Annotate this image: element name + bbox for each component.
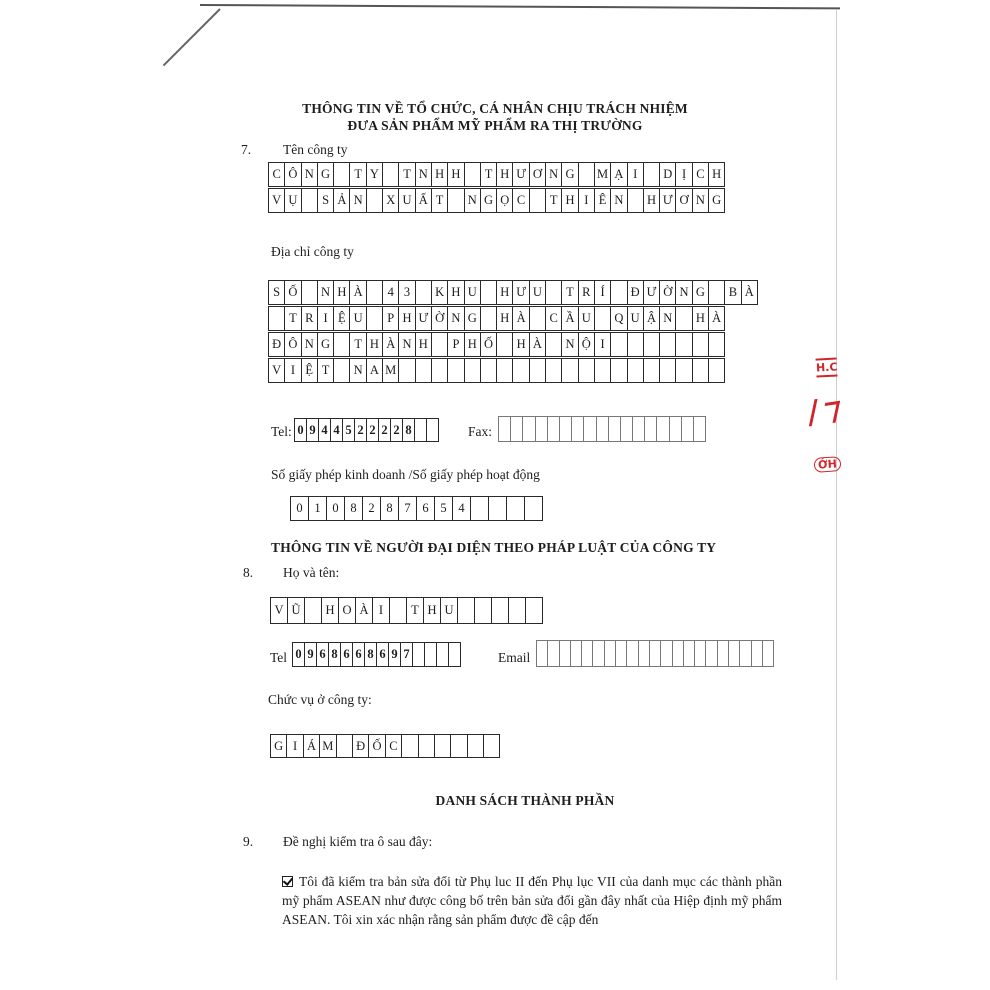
form-box-cell: 4 <box>452 496 471 521</box>
form-box-cell: Ơ <box>529 162 546 187</box>
form-box-cell <box>627 358 644 383</box>
form-box-cell <box>693 416 706 442</box>
form-box-cell: D <box>659 162 676 187</box>
form-box-cell <box>692 358 709 383</box>
form-box-cell: Q <box>610 306 627 331</box>
form-box-cell: Ờ <box>659 280 676 305</box>
form-box-cell <box>525 597 543 624</box>
form-box-cell <box>508 597 526 624</box>
form-box-cell: V <box>270 597 288 624</box>
form-box-cell <box>708 358 725 383</box>
form-box-cell <box>333 162 350 187</box>
form-box-cell <box>401 734 418 758</box>
form-box-cell: I <box>372 597 390 624</box>
paper-edge-top <box>200 4 840 9</box>
form-box-cell: R <box>301 306 318 331</box>
form-box-cell: À <box>708 306 725 331</box>
form-box-cell <box>474 597 492 624</box>
form-box-cell <box>431 358 448 383</box>
form-box-cell <box>336 734 353 758</box>
form-box-cell <box>470 496 489 521</box>
form-box-cell <box>431 332 448 357</box>
form-box-cell <box>480 306 497 331</box>
form-box-cell <box>610 332 627 357</box>
form-box-cell: M <box>594 162 611 187</box>
company-name-label: Tên công ty <box>283 142 348 157</box>
form-box-cell: Ậ <box>643 306 660 331</box>
form-box-cell: 0 <box>294 418 307 442</box>
form-box-cell: Ụ <box>284 188 301 213</box>
form-box-cell <box>366 306 383 331</box>
form-box-cell: U <box>578 306 595 331</box>
section-rep-title: THÔNG TIN VỀ NGƯỜI ĐẠI DIỆN THEO PHÁP LUẬT CỦA CÔNG TY <box>271 540 717 555</box>
form-box-cell: N <box>464 188 481 213</box>
form-box-cell: N <box>610 188 627 213</box>
form-box-cell: H <box>333 280 350 305</box>
form-box-cell: N <box>561 332 578 357</box>
form-box-cell: 5 <box>342 418 355 442</box>
form-box-cell: U <box>349 306 366 331</box>
form-box-cell: I <box>627 162 644 187</box>
stamp-signature-mark <box>810 396 840 431</box>
form-box-cell: Ũ <box>287 597 305 624</box>
form-box-cell <box>578 358 595 383</box>
form-box-cell: 8 <box>364 642 377 667</box>
form-box-cell: I <box>317 306 334 331</box>
form-box-cell: C <box>545 306 562 331</box>
form-box-cell: N <box>349 358 366 383</box>
form-box-cell: S <box>317 188 334 213</box>
form-box-cell: C <box>692 162 709 187</box>
form-box-cell <box>483 734 500 758</box>
form-box-cell: 7 <box>398 496 417 521</box>
form-box-cell: U <box>464 280 481 305</box>
form-box-cell <box>418 734 435 758</box>
form-box-cell: T <box>349 162 366 187</box>
form-box-cell: 4 <box>318 418 331 442</box>
form-box-cell: H <box>512 332 529 357</box>
form-box-cell: 6 <box>340 642 353 667</box>
form-box-cell: 9 <box>388 642 401 667</box>
form-box-cell: C <box>512 188 529 213</box>
form-box-cell: P <box>382 306 399 331</box>
form-box-cell <box>447 188 464 213</box>
form-box-cell <box>659 358 676 383</box>
item8-number: 8. <box>243 565 254 580</box>
form-box-cell <box>659 332 676 357</box>
rep-name-boxes <box>270 597 543 624</box>
form-box-cell <box>594 306 611 331</box>
form-box-cell <box>366 188 383 213</box>
form-box-cell: N <box>692 188 709 213</box>
form-box-cell: N <box>545 162 562 187</box>
form-box-cell: T <box>349 332 366 357</box>
form-box-cell: H <box>692 306 709 331</box>
form-box-cell: H <box>496 306 513 331</box>
form-box-cell <box>488 496 507 521</box>
form-box-cell: 2 <box>390 418 403 442</box>
form-box-cell: Ư <box>415 306 432 331</box>
form-box-cell <box>426 418 439 442</box>
form-box-cell: 9 <box>306 418 319 442</box>
form-box-cell: Ố <box>480 332 497 357</box>
form-box-cell: Đ <box>627 280 644 305</box>
form-box-cell: 5 <box>434 496 453 521</box>
company-tel-label: Tel: <box>271 424 292 439</box>
form-box-cell: 4 <box>382 280 399 305</box>
form-box-cell: G <box>317 332 334 357</box>
form-box-cell: N <box>415 162 432 187</box>
form-box-cell <box>496 358 513 383</box>
form-box-cell: 4 <box>330 418 343 442</box>
form-box-cell <box>529 306 546 331</box>
form-box-cell: À <box>355 597 373 624</box>
form-box-cell: 2 <box>378 418 391 442</box>
form-box-cell: C <box>268 162 285 187</box>
form-box-cell: C <box>385 734 402 758</box>
form-box-cell: 3 <box>398 280 415 305</box>
form-box-cell: 0 <box>290 496 309 521</box>
form-box-cell: O <box>338 597 356 624</box>
form-box-cell <box>506 496 525 521</box>
checkbox-statement <box>282 872 782 929</box>
form-box-cell <box>398 358 415 383</box>
form-box-cell: 8 <box>344 496 363 521</box>
form-box-cell: U <box>627 306 644 331</box>
form-box-cell: 6 <box>376 642 389 667</box>
form-box-cell <box>450 734 467 758</box>
form-box-cell: H <box>464 332 481 357</box>
form-box-cell <box>594 358 611 383</box>
item7-number: 7. <box>241 142 252 157</box>
form-box-cell: Ả <box>333 188 350 213</box>
form-box-cell <box>529 358 546 383</box>
form-box-cell: 6 <box>316 642 329 667</box>
form-box-cell <box>643 162 660 187</box>
form-box-cell: N <box>675 280 692 305</box>
section-org-title-line2: ĐƯA SẢN PHẨM MỸ PHẨM RA THỊ TRƯỜNG <box>347 118 643 133</box>
form-box-cell: H <box>366 332 383 357</box>
form-box-cell: B <box>724 280 741 305</box>
form-box-cell: Ấ <box>415 188 432 213</box>
stamp-fragment-bottom: ỚH <box>814 456 842 473</box>
form-box-cell: H <box>415 332 432 357</box>
form-box-cell <box>529 188 546 213</box>
form-box-cell <box>304 597 322 624</box>
form-box-cell <box>434 734 451 758</box>
form-box-cell: T <box>406 597 424 624</box>
form-box-cell <box>675 306 692 331</box>
form-box-cell: Ố <box>368 734 385 758</box>
company-name-row-1 <box>268 162 725 187</box>
form-box-cell: Ô <box>284 162 301 187</box>
form-box-cell: I <box>578 188 595 213</box>
form-box-cell: Ờ <box>431 306 448 331</box>
form-box-cell <box>415 358 432 383</box>
form-box-cell: K <box>431 280 448 305</box>
form-box-cell <box>382 162 399 187</box>
form-box-cell <box>464 358 481 383</box>
form-box-cell <box>643 358 660 383</box>
company-name-row-2 <box>268 188 725 213</box>
form-box-cell <box>610 358 627 383</box>
form-box-cell: 7 <box>400 642 413 667</box>
form-box-cell <box>333 358 350 383</box>
form-box-cell: H <box>643 188 660 213</box>
form-box-cell: Ư <box>659 188 676 213</box>
form-box-cell: Ê <box>594 188 611 213</box>
form-box-cell: H <box>431 162 448 187</box>
form-box-cell: U <box>529 280 546 305</box>
form-box-cell <box>627 332 644 357</box>
form-box-cell: Ọ <box>496 188 513 213</box>
stamp-fragment-top: H.C <box>816 357 838 377</box>
form-box-cell: T <box>545 188 562 213</box>
form-box-cell <box>643 332 660 357</box>
form-box-cell: U <box>440 597 458 624</box>
form-box-cell <box>610 280 627 305</box>
form-box-cell: G <box>317 162 334 187</box>
form-box-cell: R <box>578 280 595 305</box>
item9-number: 9. <box>243 834 254 849</box>
form-box-cell: H <box>447 162 464 187</box>
form-box-cell: X <box>382 188 399 213</box>
form-box-cell: 6 <box>416 496 435 521</box>
form-box-cell <box>524 496 543 521</box>
form-box-cell: H <box>447 280 464 305</box>
rep-position-label: Chức vụ ở công ty: <box>268 692 372 707</box>
form-box-cell: Í <box>594 280 611 305</box>
form-box-cell: Ị <box>675 162 692 187</box>
form-box-cell <box>762 640 774 667</box>
form-box-cell: 1 <box>308 496 327 521</box>
form-box-cell: 8 <box>402 418 415 442</box>
form-box-cell: A <box>366 358 383 383</box>
license-boxes <box>290 496 543 521</box>
rep-tel-label: Tel <box>270 650 288 665</box>
form-box-cell: 9 <box>304 642 317 667</box>
form-box-cell: 2 <box>366 418 379 442</box>
form-box-cell: 0 <box>292 642 305 667</box>
paper-fold-corner <box>163 8 221 66</box>
company-address-row-1 <box>268 280 758 305</box>
form-box-cell: À <box>512 306 529 331</box>
company-address-label: Địa chỉ công ty <box>271 244 354 259</box>
form-box-cell <box>627 188 644 213</box>
form-box-cell <box>447 358 464 383</box>
form-box-cell: Ư <box>512 162 529 187</box>
form-box-cell: 8 <box>328 642 341 667</box>
form-box-cell: G <box>708 188 725 213</box>
section-ingredients-title: DANH SÁCH THÀNH PHẦN <box>435 793 615 808</box>
form-box-cell: T <box>431 188 448 213</box>
form-box-cell: M <box>319 734 336 758</box>
form-box-cell: H <box>708 162 725 187</box>
form-box-cell: H <box>496 280 513 305</box>
form-box-cell <box>448 642 461 667</box>
company-fax-label: Fax: <box>468 424 493 439</box>
form-box-cell <box>545 332 562 357</box>
form-box-cell: Ơ <box>675 188 692 213</box>
form-box-cell <box>366 280 383 305</box>
form-box-cell <box>480 280 497 305</box>
form-box-cell: T <box>480 162 497 187</box>
form-box-cell: Ầ <box>561 306 578 331</box>
form-box-cell: V <box>268 188 285 213</box>
form-box-cell: Ố <box>284 280 301 305</box>
section-org-title-line1: THÔNG TIN VỀ TỔ CHỨC, CÁ NHÂN CHỊU TRÁCH NHIỆM <box>302 101 688 116</box>
form-box-cell: Ư <box>512 280 529 305</box>
form-box-cell <box>708 280 725 305</box>
item9-label: Đề nghị kiểm tra ô sau đây: <box>283 834 433 849</box>
form-box-cell <box>268 306 285 331</box>
form-box-cell <box>301 280 318 305</box>
form-box-cell <box>512 358 529 383</box>
form-box-cell <box>708 332 725 357</box>
rep-email-label: Email <box>498 650 531 665</box>
company-address-row-3 <box>268 332 725 357</box>
form-box-cell <box>545 358 562 383</box>
form-box-cell: Ệ <box>333 306 350 331</box>
form-box-cell: G <box>464 306 481 331</box>
form-box-cell: T <box>398 162 415 187</box>
form-box-cell <box>545 280 562 305</box>
rep-tel-boxes <box>292 642 461 667</box>
form-box-cell: 8 <box>380 496 399 521</box>
form-box-cell <box>467 734 484 758</box>
form-box-cell <box>675 358 692 383</box>
form-box-cell <box>457 597 475 624</box>
paper-edge-right <box>836 10 837 980</box>
form-box-cell: I <box>286 734 303 758</box>
form-box-cell: Á <box>303 734 320 758</box>
checked-checkbox-icon[interactable] <box>282 876 293 887</box>
form-box-cell <box>496 332 513 357</box>
form-box-cell: Ạ <box>610 162 627 187</box>
form-box-cell: À <box>529 332 546 357</box>
form-box-cell: M <box>382 358 399 383</box>
form-box-cell: T <box>317 358 334 383</box>
form-box-cell: N <box>349 188 366 213</box>
form-box-cell: T <box>561 280 578 305</box>
form-box-cell <box>464 162 481 187</box>
form-box-cell: G <box>270 734 287 758</box>
form-box-cell <box>578 162 595 187</box>
form-box-cell <box>491 597 509 624</box>
rep-email-boxes <box>536 640 774 667</box>
form-box-cell: H <box>423 597 441 624</box>
company-fax-boxes <box>498 416 706 442</box>
form-box-cell <box>561 358 578 383</box>
license-label: Số giấy phép kinh doanh /Số giấy phép hoạt động <box>271 467 540 482</box>
form-box-cell: 0 <box>326 496 345 521</box>
form-box-cell: G <box>480 188 497 213</box>
form-box-cell: S <box>268 280 285 305</box>
form-box-cell: N <box>447 306 464 331</box>
form-box-cell: 2 <box>362 496 381 521</box>
form-box-cell <box>692 332 709 357</box>
form-box-cell: À <box>349 280 366 305</box>
form-box-cell: Ư <box>643 280 660 305</box>
form-box-cell: H <box>321 597 339 624</box>
form-box-cell <box>389 597 407 624</box>
form-box-cell: N <box>398 332 415 357</box>
form-box-cell: T <box>284 306 301 331</box>
form-box-cell: Đ <box>352 734 369 758</box>
form-box-cell: À <box>741 280 758 305</box>
form-box-cell: Đ <box>268 332 285 357</box>
form-box-cell: Ộ <box>578 332 595 357</box>
form-box-cell: H <box>398 306 415 331</box>
form-box-cell: I <box>594 332 611 357</box>
form-box-cell: À <box>382 332 399 357</box>
rep-name-label: Họ và tên: <box>283 565 340 580</box>
form-box-cell: N <box>301 332 318 357</box>
form-box-cell <box>333 332 350 357</box>
form-box-cell: 6 <box>352 642 365 667</box>
company-tel-boxes <box>294 418 439 442</box>
form-box-cell: G <box>692 280 709 305</box>
rep-position-boxes <box>270 734 500 758</box>
form-box-cell: U <box>398 188 415 213</box>
form-box-cell: N <box>301 162 318 187</box>
form-box-cell <box>675 332 692 357</box>
form-box-cell <box>415 280 432 305</box>
form-box-cell: Y <box>366 162 383 187</box>
form-box-cell: H <box>496 162 513 187</box>
form-box-cell <box>480 358 497 383</box>
form-box-cell: Ô <box>284 332 301 357</box>
form-box-cell: N <box>659 306 676 331</box>
form-box-cell: Ệ <box>301 358 318 383</box>
form-box-cell: V <box>268 358 285 383</box>
form-box-cell: G <box>561 162 578 187</box>
form-box-cell <box>301 188 318 213</box>
checkbox-statement-text: Tôi đã kiểm tra bản sửa đổi từ Phụ luc II đến Phụ lục VII của danh mục các thành phần mỹ phẩm ASEAN như được công bố trên bản sửa đổi gần đây nhất của Hiệp định mỹ phẩm ASEAN. Tôi xin xác nhận rằng sản phẩm được đề cập đến <box>282 874 782 927</box>
form-box-cell: N <box>317 280 334 305</box>
company-address-row-2 <box>268 306 725 331</box>
form-box-cell: 2 <box>354 418 367 442</box>
company-address-row-4 <box>268 358 725 383</box>
form-box-cell: H <box>561 188 578 213</box>
form-box-cell: P <box>447 332 464 357</box>
form-box-cell: I <box>284 358 301 383</box>
